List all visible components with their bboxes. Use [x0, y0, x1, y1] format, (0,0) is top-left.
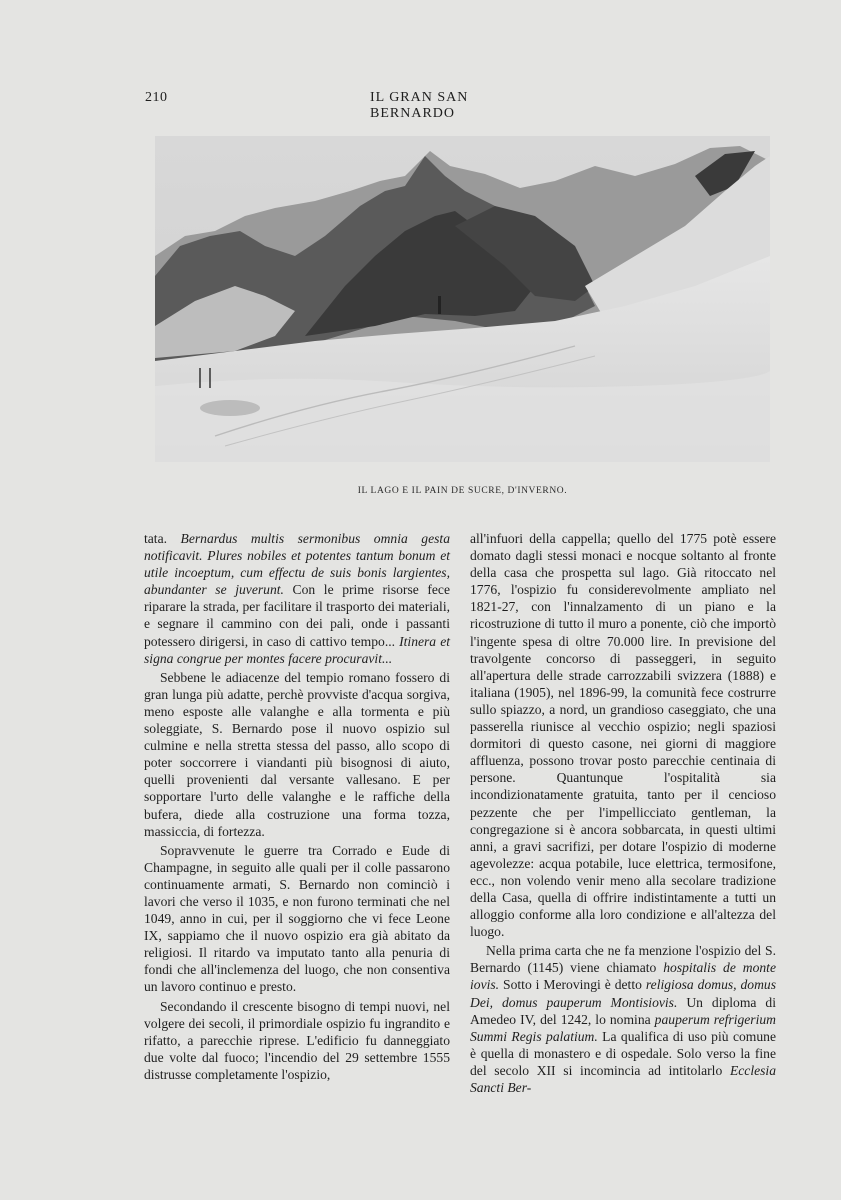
paragraph: Sebbene le adiacenze del tempio romano fossero di gran lunga più adatte, perchè provviste d'acqua sorgiva, meno esposte alle valanghe e alla tormenta e più soleggiate, S. Bernardo pose il nuovo ospizio sul culmine e nella stretta stessa del passo, allo scopo di poter soccorrere i viandanti più bisognosi di aiuto, quelli provenienti dal versante vallesano. E per sopportare l'urto delle valanghe e le raffiche della bufera, diede alla costruzione una forma tozza, massiccia, di fortezza. [144, 669, 450, 839]
right-text-column [470, 530, 776, 1096]
text-run: Con le prime risorse fece riparare la strada, per facilitare il trasporto dei materiali, e segnare il cammino con dei pali, onde i passanti potessero dirigersi, in caso di cattivo tempo... [144, 582, 450, 649]
paragraph: all'infuori della cappella; quello del 1775 potè essere domato dagli stessi monaci e nocque soltanto al fronte della casa che prospetta sul lago. Già ritoccato nel 1776, l'ospizio fu considerevolmente ampliato nel 1821-27, con l'innalzamento di un piano e la ricostruzione di tutto il muro a ponente, ciò che importò l'ingente spesa di oltre 70.000 lire. In previsione del travolgente concorso di passeggeri, in seguito all'apertura delle strade carrozzabili svizzera (1888) e italiana (1905), nel 1896-99, la comunità fece costrurre sullo spiazzo, a nord, un grandioso caseggiato, che una passerella riunisce al vecchio ospizio; negli spaziosi dormitori di questo casone, nei giorni di maggiore affluenza, possono trovar posto parecchie centinaia di persone. Quantunque l'ospitalità sia incondizionatamente gratuita, tanto per il cencioso pezzente che per l'impellicciato gentleman, la congregazione si è ancora sobbarcata, in questi ultimi anni, a gravi sacrifizi, per dotare l'ospizio di moderne agevolezze: acqua potabile, luce elettrica, termosifone, ecc., non volendo venir meno alla secolare tradizione della Casa, quella di offrire indistintamente a tutti un alloggio conforme alla loro condizione e all'altezza del luogo. [470, 531, 776, 940]
latin-quote: hospitalis de monte iovis. [470, 960, 776, 993]
mountain-photograph [155, 136, 770, 462]
text-run: Un diploma di Amedeo IV, del 1242, lo nomina [470, 994, 776, 1027]
paragraph: Secondando il crescente bisogno di tempi nuovi, nel volgere dei secoli, il primordiale ospizio fu ingrandito e rifatto, a parecchie riprese. L'edificio fu danneggiato due volte dal fuoco; l'incendio del 29 settembre 1555 distrusse completamente l'ospizio, [144, 998, 450, 1082]
latin-quote: Ecclesia Sancti Ber- [470, 1062, 776, 1095]
latin-quote: religiosa domus, domus Dei, domus pauperum Montisiovis. [470, 977, 776, 1010]
paragraph: Sopravvenute le guerre tra Corrado e Eude di Champagne, in seguito alle quali per il colle passarono continuamente armati, S. Bernardo non cominciò i lavori che verso il 1035, e non furono terminati che nel 1049, anno in cui, per il soggiorno che vi fece Leone IX, sappiamo che il nuovo ospizio era già abitato da religiosi. Il ritardo va imputato tanto alla penuria di fondi che all'inclemenza del luogo, che non consentiva un lavoro continuo e presto. [144, 842, 450, 995]
left-text-column [144, 530, 450, 1083]
paragraph [144, 530, 450, 667]
figure-caption: IL LAGO E IL PAIN DE SUCRE, D'INVERNO. [357, 486, 568, 496]
page-number: 210 [145, 90, 168, 105]
latin-quote: Itinera et signa congrue per montes facere procuravit... [144, 633, 451, 666]
latin-quote: Bernardus multis sermonibus omnia gesta notificavit. Plures nobiles et potentes tantum bonum et utile incoeptum, cum effectu de suis bonis largientes, abundanter se juverunt. [144, 531, 450, 598]
latin-quote: pauperum refrigerium Summi Regis palatium. [470, 1011, 776, 1044]
text-run: Sotto i Merovingi è detto [499, 977, 646, 993]
text-run: La qualifica di uso più comune è quella di monastero e di ospedale. Solo verso la fine del secolo XII si incomincia ad intitolarlo [470, 1028, 776, 1078]
text-run: Nella prima carta che ne fa menzione l'ospizio del S. Bernardo (1145) viene chiamato [470, 943, 776, 976]
text-run: tata. [144, 531, 181, 546]
page-header [145, 90, 555, 121]
paragraph [470, 942, 776, 1096]
running-title: IL GRAN SAN BERNARDO [370, 90, 469, 121]
